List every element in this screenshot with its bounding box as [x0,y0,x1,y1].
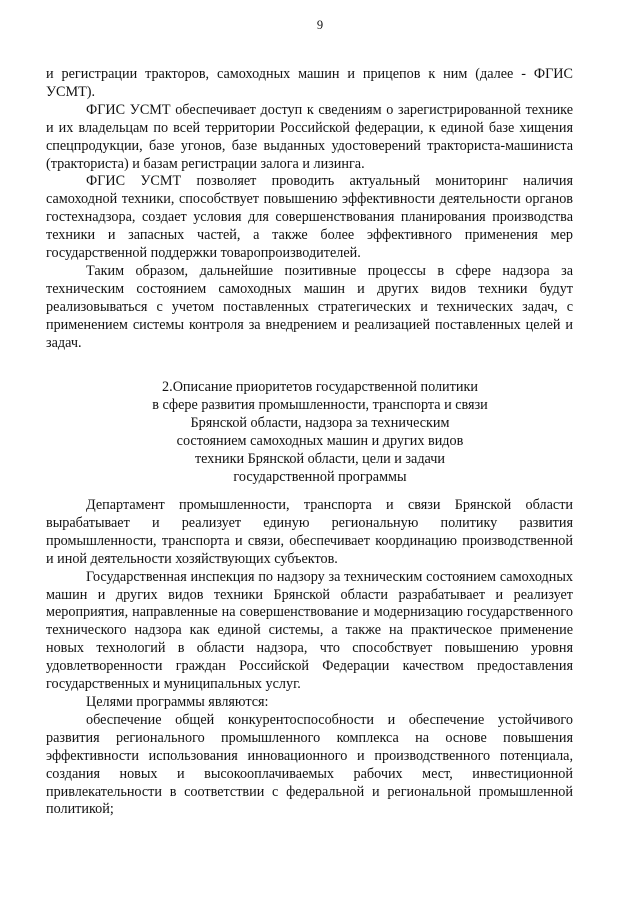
paragraph-fgis-monitoring: ФГИС УСМТ позволяет проводить актуальный мониторинг наличия самоходной техники, способствует повышению эффективности деятельности органов гостехнадзора, создает условия для совершенствования планирования производства техники и запасных частей, а также более эффективного применения мер государственной поддержки товаропроизводителей. [46,173,573,262]
heading-line: 2.Описание приоритетов государственной политики [162,379,478,395]
paragraph-goals-intro: Целями программы являются: [86,693,269,710]
paragraph-department: Департамент промышленности, транспорта и связи Брянской области вырабатывает и реализует единую региональную политику развития промышленности, транспорта и связи, обеспечивает координацию производственной и иной деятельности хозяйствующих субъектов. [46,497,573,567]
heading-line: техники Брянской области, цели и задачи [194,450,446,467]
page-number: 9 [316,18,324,32]
section-2-heading [0,379,640,486]
section-2-text [46,497,573,819]
heading-line: в сфере развития промышленности, транспорта и связи [152,396,488,413]
heading-line: государственной программы [233,468,407,485]
paragraph-conclusion: Таким образом, дальнейшие позитивные процессы в сфере надзора за техническим состоянием самоходных машин и других видов техники будут реализовываться с учетом поставленных стратегических и технических задач, с применением системы контроля за внедрением и реализацией поставленных целей и задач. [46,262,573,351]
heading-line: Брянской области, надзора за техническим [190,414,450,431]
section-1-text [46,66,573,353]
heading-line: состоянием самоходных машин и других видов [176,432,464,449]
paragraph-inspection: Государственная инспекция по надзору за техническим состоянием самоходных машин и других видов техники Брянской области разрабатывает и реализует мероприятия, направленные на совершенствование и модернизацию государственного технического надзора как единой системы, а также на практическое применение новых технологий в области надзора, что способствует повышению уровня удовлетворенности граждан Российской Федерации качеством предоставления государственных и муниципальных услуг. [46,568,573,693]
paragraph-fgis-access: ФГИС УСМТ обеспечивает доступ к сведениям о зарегистрированной технике и их владельцам по всей территории Российской федерации, к единой базе хищения спецпродукции, базе угонов, базе выданных удостоверений тракториста-машиниста (тракториста) и базам регистрации залога и лизинга. [46,101,573,172]
paragraph-goal-competitiveness: обеспечение общей конкурентоспособности и обеспечение устойчивого развития регионального промышленного комплекса на основе повышения эффективности использования инновационного и производственного потенциала, создания новых и высокооплачиваемых рабочих мест, инвестиционной привлекательности в соответствии с федеральной и региональной промышленной политикой; [46,711,573,818]
paragraph-continuation: и регистрации тракторов, самоходных машин и прицепов к ним (далее - ФГИС УСМТ). [46,66,573,100]
